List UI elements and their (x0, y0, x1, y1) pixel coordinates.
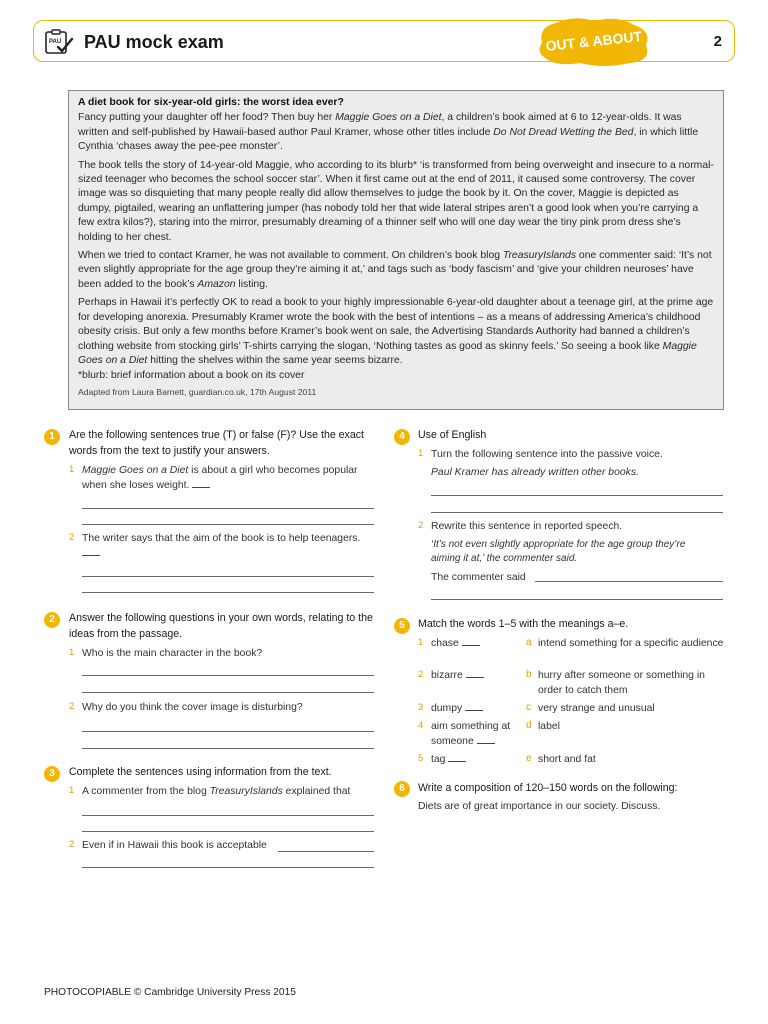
reading-passage (68, 90, 724, 410)
question-2-instruction: Answer the following questions in your own words, relating to the ideas from the passage. (69, 612, 373, 640)
q5-word-blank[interactable] (448, 752, 466, 762)
page-header (33, 20, 735, 62)
q1-item-2-text: The writer says that the aim of the book is to help teenagers. (82, 531, 372, 561)
q2-item-2-text: Why do you think the cover image is disturbing? (82, 702, 303, 713)
q5-word-number: 5 (418, 753, 424, 764)
question-2-number: 2 (44, 612, 60, 628)
q5-word: aim something at someone (431, 721, 511, 747)
q5-meaning: very strange and unusual (538, 703, 655, 714)
q5-word-number: 2 (418, 669, 424, 680)
answer-line[interactable] (431, 495, 723, 496)
q5-meaning: hurry after someone or something in order to catch them (538, 670, 705, 696)
question-6-number: 6 (394, 781, 410, 797)
q5-meaning-letter: e (526, 753, 532, 764)
question-4-number: 4 (394, 429, 410, 445)
article-paragraph-1: Fancy putting your daughter off her food? Then buy her Maggie Goes on a Diet, a children’s book aimed at 6 to 12-year-olds. It was written and self-published by Hawaii-based author Paul Kramer, whose other titles include Do Not Dread Wetting the Bed, in which little Cynthia ‘chases away the pee-pee monster’. (78, 112, 699, 153)
answer-line[interactable] (82, 508, 374, 509)
copyright-footer: PHOTOCOPIABLE © Cambridge University Press 2015 (44, 987, 296, 998)
page-number: 2 (713, 33, 722, 50)
blurb-footnote: *blurb: brief information about a book on its cover (78, 370, 305, 382)
q4-item-1-text: Turn the following sentence into the passive voice. (431, 449, 663, 460)
question-3-number: 3 (44, 766, 60, 782)
q5-meaning: short and fat (538, 754, 596, 765)
q5-meaning-letter: b (526, 669, 532, 680)
q4-item-2-text: Rewrite this sentence in reported speech. (431, 521, 623, 532)
q1-item-2-number: 2 (69, 532, 75, 543)
q3-item-2-text: Even if in Hawaii this book is acceptable (82, 840, 267, 851)
answer-line[interactable] (82, 748, 374, 749)
pau-icon-label: PAU (49, 39, 62, 45)
q5-meaning-letter: c (526, 702, 531, 713)
q5-word: tag (431, 752, 466, 767)
logo-text: OUT & ABOUT (544, 28, 643, 55)
out-and-about-logo (534, 13, 654, 69)
q4-item-1-number: 1 (418, 448, 424, 459)
q5-word-number: 4 (418, 720, 424, 731)
question-5-number: 5 (394, 618, 410, 634)
q5-meaning: label (538, 721, 560, 732)
q2-item-2-number: 2 (69, 701, 75, 712)
question-4-instruction: Use of English (418, 429, 487, 441)
q1-item-2-blank[interactable] (82, 546, 100, 556)
q5-meaning-letter: a (526, 637, 532, 648)
q1-item-1-text: Maggie Goes on a Diet is about a girl who becomes popular when she loses weight. (82, 465, 358, 491)
q5-word-number: 1 (418, 637, 424, 648)
q5-word: chase (431, 636, 480, 651)
q4-item-2-number: 2 (418, 520, 424, 531)
article-source: Adapted from Laura Barnett, guardian.co.uk, 17th August 2011 (78, 386, 317, 397)
question-3-instruction: Complete the sentences using information from the text. (69, 766, 332, 778)
answer-line[interactable] (431, 599, 723, 600)
question-6-instruction: Write a composition of 120–150 words on the following: (418, 782, 678, 794)
q4-item-2-example: ‘It’s not even slightly appropriate for the age group they’re aiming it at,’ the commenter said. (431, 539, 686, 564)
article-paragraph-2: The book tells the story of 14-year-old Maggie, who according to its blurb* ‘is transformed from being overweight and insecure to a normal-sized teenager who becomes the school soccer star’. When it first came out at the end of 2011, it caused some controversy. The cover image was so disquieting that many people really did allow themselves to judge the book by it. On the cover, Maggie is depicted as dumpy, pigtailed, wearing an unflattering jumper (has nobody told her that wide lateral stripes aren’t a good look when you’re carrying a few extra kilos?), staring into the mirror, presumably dreaming of a thinner self who will one day wear the tiny pink prom dress she’s holding to her chest. (78, 159, 714, 243)
q5-word-number: 3 (418, 702, 424, 713)
article-paragraph-4: Perhaps in Hawaii it’s perfectly OK to read a book to your highly impressionable 6-year-old daughter about a teenage girl, at the prime age for developing anorexia. Presumably Kramer wrote the book with the best of intentions – as a means of addressing America’s childhood obesity crisis. But only a few months before Kramer’s book went on sale, the Advertising Standards Authority had banned a children’s clothing website from stocking girls’ T-shirts carrying the slogan, ‘Nothing tastes as good as skinny feels.’ So seeing a book like Maggie Goes on a Diet hitting the shelves within the same year seems bizarre. (78, 297, 714, 366)
q3-item-1-text: A commenter from the blog TreasuryIslands explained that (82, 786, 351, 797)
q5-word-blank[interactable] (462, 636, 480, 646)
answer-line[interactable] (82, 731, 374, 732)
answer-line[interactable] (82, 831, 374, 832)
page-title: PAU mock exam (84, 32, 224, 52)
article-title: A diet book for six-year-old girls: the worst idea ever? (78, 97, 344, 108)
q4-item-1-example: Paul Kramer has already written other books. (431, 467, 639, 478)
q6-prompt: Diets are of great importance in our society. Discuss. (418, 801, 661, 812)
answer-line[interactable] (431, 512, 723, 513)
q5-meaning: intend something for a specific audience (538, 638, 724, 649)
clipboard-check-icon (44, 29, 74, 55)
answer-line[interactable] (82, 524, 374, 525)
q5-word-blank[interactable] (465, 701, 483, 711)
q1-item-1-blank[interactable] (192, 478, 210, 488)
answer-line[interactable] (82, 576, 374, 577)
question-1-instruction: Are the following sentences true (T) or false (F)? Use the exact words from the text to justify your answers. (69, 429, 364, 457)
answer-line[interactable] (82, 692, 374, 693)
q5-word-blank[interactable] (477, 734, 495, 744)
q5-word: bizarre (431, 668, 484, 683)
question-5-instruction: Match the words 1–5 with the meanings a–e. (418, 618, 629, 630)
q3-item-2-number: 2 (69, 839, 75, 850)
q5-word: dumpy (431, 701, 483, 716)
answer-line[interactable] (535, 581, 723, 582)
q5-meaning-letter: d (526, 720, 532, 731)
answer-line[interactable] (278, 851, 374, 852)
answer-line[interactable] (82, 675, 374, 676)
answer-line[interactable] (82, 867, 374, 868)
q2-item-1-text: Who is the main character in the book? (82, 648, 263, 659)
answer-line[interactable] (82, 592, 374, 593)
question-1-number: 1 (44, 429, 60, 445)
article-paragraph-3: When we tried to contact Kramer, he was not available to comment. On children’s book blog TreasuryIslands one commenter said: ‘It’s not even slightly appropriate for the age group they’re aiming it at,’ and tags such as ‘body fascism’ and ‘give your children neuroses’ have been added to the book’s Amazon listing. (78, 250, 712, 290)
q3-item-1-number: 1 (69, 785, 75, 796)
q2-item-1-number: 1 (69, 647, 75, 658)
q5-word-blank[interactable] (466, 668, 484, 678)
answer-line[interactable] (82, 815, 374, 816)
q1-item-1-number: 1 (69, 464, 75, 475)
q4-item-2-prompt: The commenter said (431, 572, 526, 583)
